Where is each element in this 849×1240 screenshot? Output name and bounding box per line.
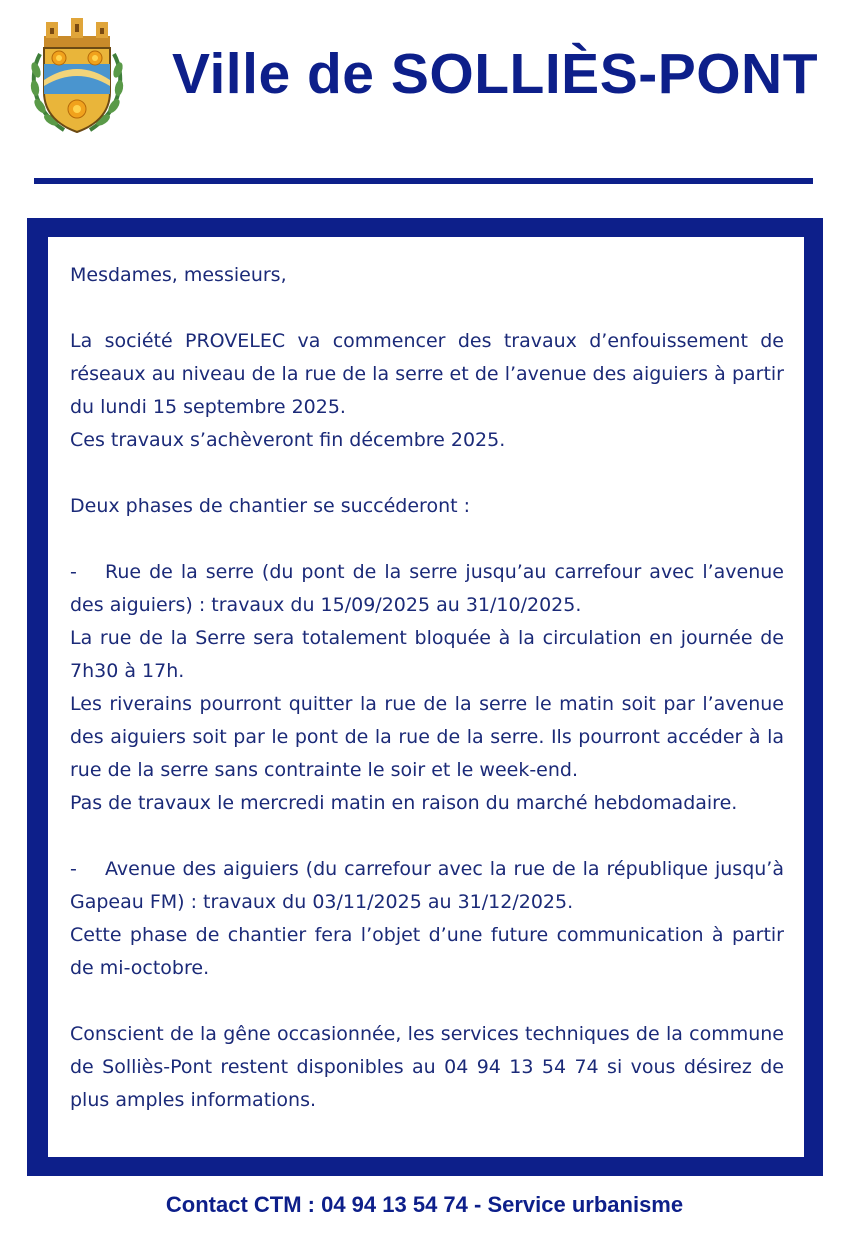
header-divider bbox=[34, 178, 813, 184]
phase1-bullet: - bbox=[70, 561, 77, 583]
greeting: Mesdames, messieurs, bbox=[70, 264, 287, 286]
intro-paragraph: La société PROVELEC va commencer des travaux d’enfouissement de réseaux au niveau de la rue de la serre et de l’avenue des aiguiers à partir du lundi 15 septembre 2025. bbox=[70, 330, 784, 418]
intro-end-date: Ces travaux s’achèveront fin décembre 2025. bbox=[70, 429, 506, 451]
phase1-market: Pas de travaux le mercredi matin en raison du marché hebdomadaire. bbox=[70, 792, 738, 814]
phases-intro: Deux phases de chantier se succéderont : bbox=[70, 495, 471, 517]
phase1-closure: La rue de la Serre sera totalement bloquée à la circulation en journée de 7h30 à 17h. bbox=[70, 627, 784, 682]
page-title: Ville de SOLLIÈS-PONT bbox=[171, 42, 819, 106]
notice-letter bbox=[70, 259, 784, 1117]
phase2-details: Cette phase de chantier fera l’objet d’une future communication à partir de mi-octobre. bbox=[70, 924, 784, 979]
phase2-heading-text: Avenue des aiguiers (du carrefour avec la rue de la république jusqu’à Gapeau FM) : travaux du 03/11/2025 au 31/12/2025. bbox=[70, 858, 784, 913]
closing-paragraph: Conscient de la gêne occasionnée, les services techniques de la commune de Solliès-Pont restent disponibles au 04 94 13 54 74 si vous désirez de plus amples informations. bbox=[70, 1023, 784, 1111]
phase1-heading-text: Rue de la serre (du pont de la serre jusqu’au carrefour avec l’avenue des aiguiers) : travaux du 15/09/2025 au 31/10/2025. bbox=[70, 561, 784, 616]
footer-contact: Contact CTM : 04 94 13 54 74 - Service urbanisme bbox=[165, 1192, 684, 1217]
phase1-residents: Les riverains pourront quitter la rue de la serre le matin soit par l’avenue des aiguiers soit par le pont de la rue de la serre. Ils pourront accéder à la rue de la serre sans contrainte le soir et le week-end. bbox=[70, 693, 784, 781]
coat-of-arms-icon bbox=[26, 14, 128, 138]
phase1-heading bbox=[70, 556, 784, 622]
phase2-bullet: - bbox=[70, 858, 77, 880]
phase2-heading bbox=[70, 853, 784, 919]
